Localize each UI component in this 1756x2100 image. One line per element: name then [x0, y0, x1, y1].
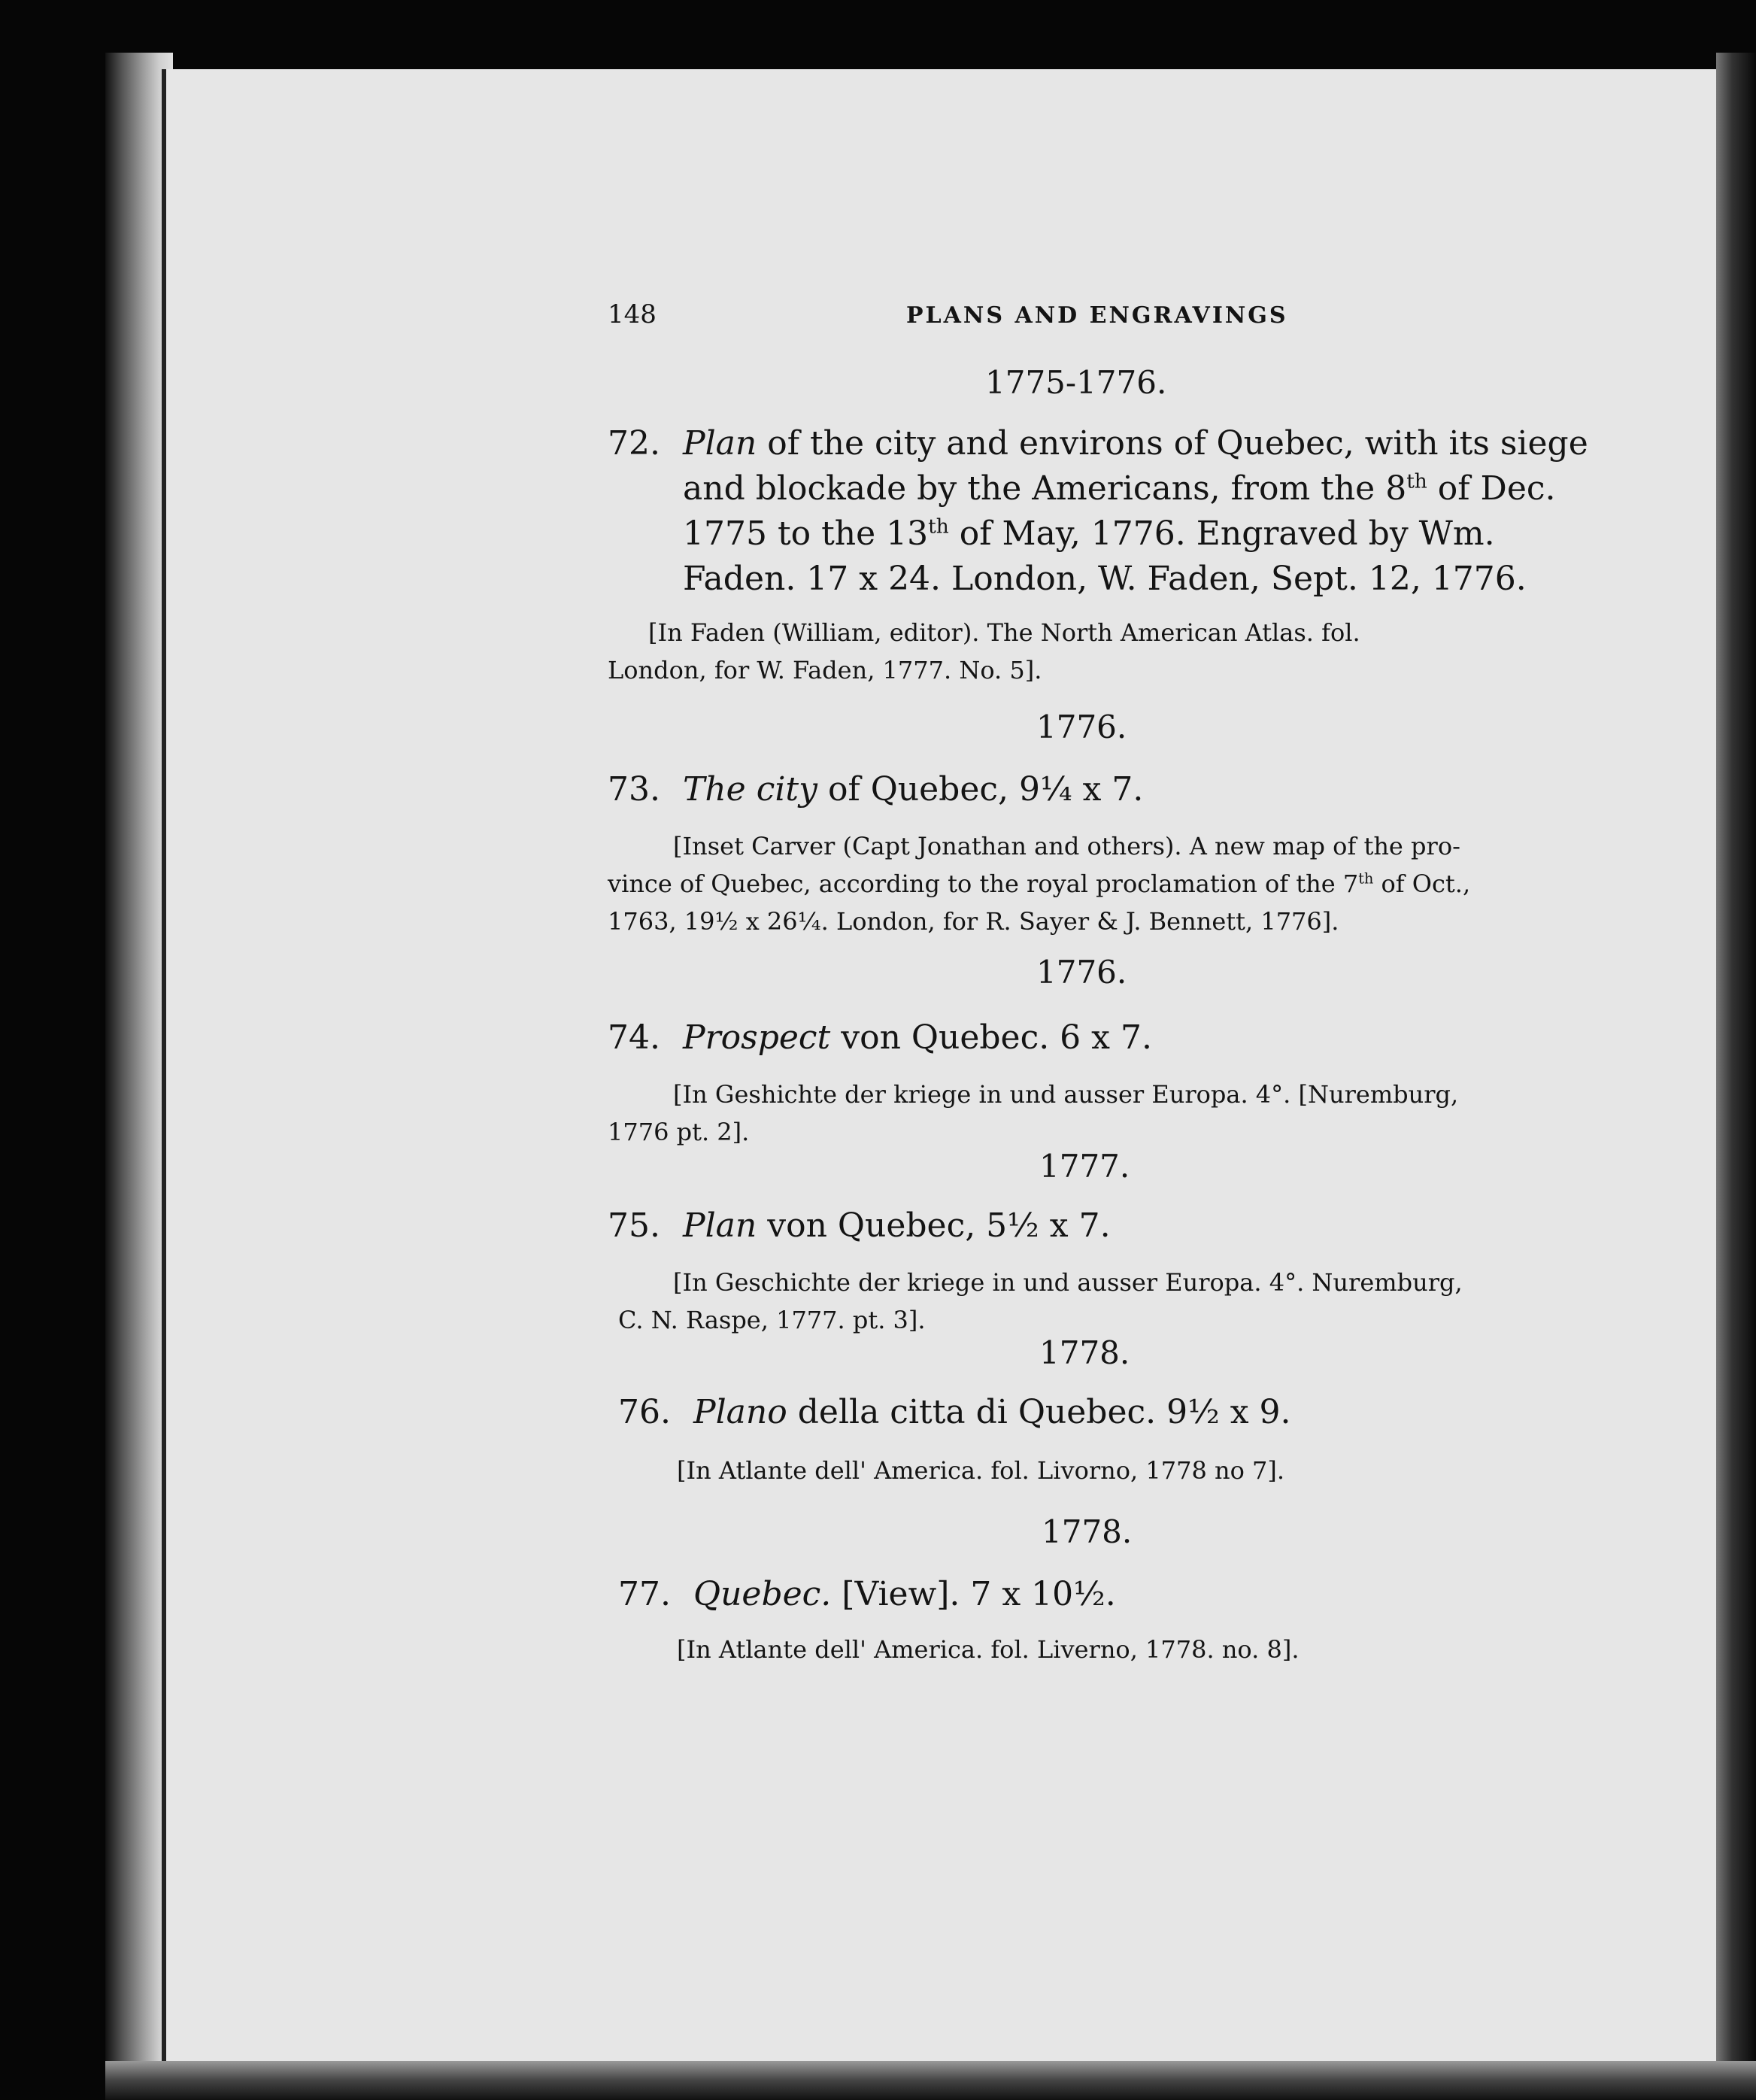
entry-text: and blockade by the Americans, from the 8 [683, 469, 1407, 508]
catalog-entry-74 [608, 1015, 1152, 1061]
entry-title: Prospect [683, 1018, 831, 1057]
entry-note: C. N. Raspe, 1777. pt. 3]. [618, 1306, 926, 1334]
entry-note: [In Atlante dell' America. fol. Liverno, 1778. no. 8]. [677, 1635, 1300, 1664]
entry-text: of May, 1776. Engraved by Wm. [948, 514, 1495, 553]
entry-text: 1775 to the 13 [683, 514, 929, 553]
catalog-entry-72 [608, 421, 1588, 602]
entry-line: Faden. 17 x 24. London, W. Faden, Sept. 12, 1776. [683, 560, 1527, 598]
entry-text: [View]. 7 x 10½. [831, 1575, 1116, 1613]
running-title: PLANS AND ENGRAVINGS [906, 302, 1288, 329]
catalog-entry-77 [618, 1572, 1116, 1617]
year-heading: 1776. [1036, 954, 1127, 991]
entry-text: della citta di Quebec. 9½ x 9. [787, 1393, 1291, 1431]
note-text: vince of Quebec, according to the royal proclamation of the 7 [608, 869, 1359, 898]
entry-note: [In Faden (William, editor). The North American Atlas. fol. [648, 618, 1360, 647]
entry-note: 1776 pt. 2]. [608, 1118, 750, 1146]
entry-title: Plan [683, 424, 757, 463]
entry-text: von Quebec, 5½ x 7. [757, 1206, 1111, 1245]
entry-note: [In Geshichte der kriege in und ausser Europa. 4°. [Nuremburg, [673, 1080, 1459, 1109]
entry-title: The city [683, 770, 817, 809]
year-heading: 1776. [1036, 709, 1127, 745]
catalog-entry-73 [608, 767, 1143, 812]
entry-text: of Dec. [1427, 469, 1556, 508]
page-bottom-edge [105, 2061, 1756, 2100]
superscript: th [928, 514, 949, 539]
entry-text: von Quebec. 6 x 7. [830, 1018, 1152, 1057]
year-heading: 1775-1776. [985, 364, 1167, 401]
entry-line [608, 511, 1588, 557]
entry-note: 1763, 19½ x 26¼. London, for R. Sayer & J. Bennett, 1776]. [608, 907, 1339, 936]
entry-number: 76. [618, 1393, 671, 1431]
superscript: th [1406, 469, 1427, 493]
entry-text: of Quebec, 9¼ x 7. [817, 770, 1144, 809]
catalog-entry-75 [608, 1203, 1111, 1249]
entry-number: 74. [608, 1018, 660, 1057]
entry-text: of the city and environs of Quebec, with its siege [757, 424, 1588, 463]
entry-note: [In Atlante dell' America. fol. Livorno, 1778 no 7]. [677, 1456, 1285, 1485]
page-right-edge [1716, 53, 1756, 2100]
entry-number: 75. [608, 1206, 660, 1245]
catalog-entry-76 [618, 1390, 1291, 1435]
page-number: 148 [608, 299, 657, 329]
entry-title: Plano [693, 1393, 787, 1431]
year-heading: 1778. [1039, 1334, 1130, 1371]
entry-number: 73. [608, 770, 660, 809]
entry-line [608, 466, 1588, 511]
entry-number: 72. [608, 424, 660, 463]
year-heading: 1778. [1042, 1513, 1133, 1550]
entry-number: 77. [618, 1575, 671, 1613]
entry-title: Plan [683, 1206, 757, 1245]
superscript: th [1358, 869, 1374, 888]
entry-note: London, for W. Faden, 1777. No. 5]. [608, 656, 1042, 684]
entry-note: [Inset Carver (Capt Jonathan and others). A new map of the pro- [673, 832, 1460, 860]
entry-note: [In Geschichte der kriege in und ausser Europa. 4°. Nuremburg, [673, 1268, 1463, 1297]
entry-title: Quebec. [693, 1575, 832, 1613]
year-heading: 1777. [1039, 1148, 1130, 1185]
note-text: of Oct., [1373, 869, 1471, 898]
entry-note [608, 865, 1470, 903]
